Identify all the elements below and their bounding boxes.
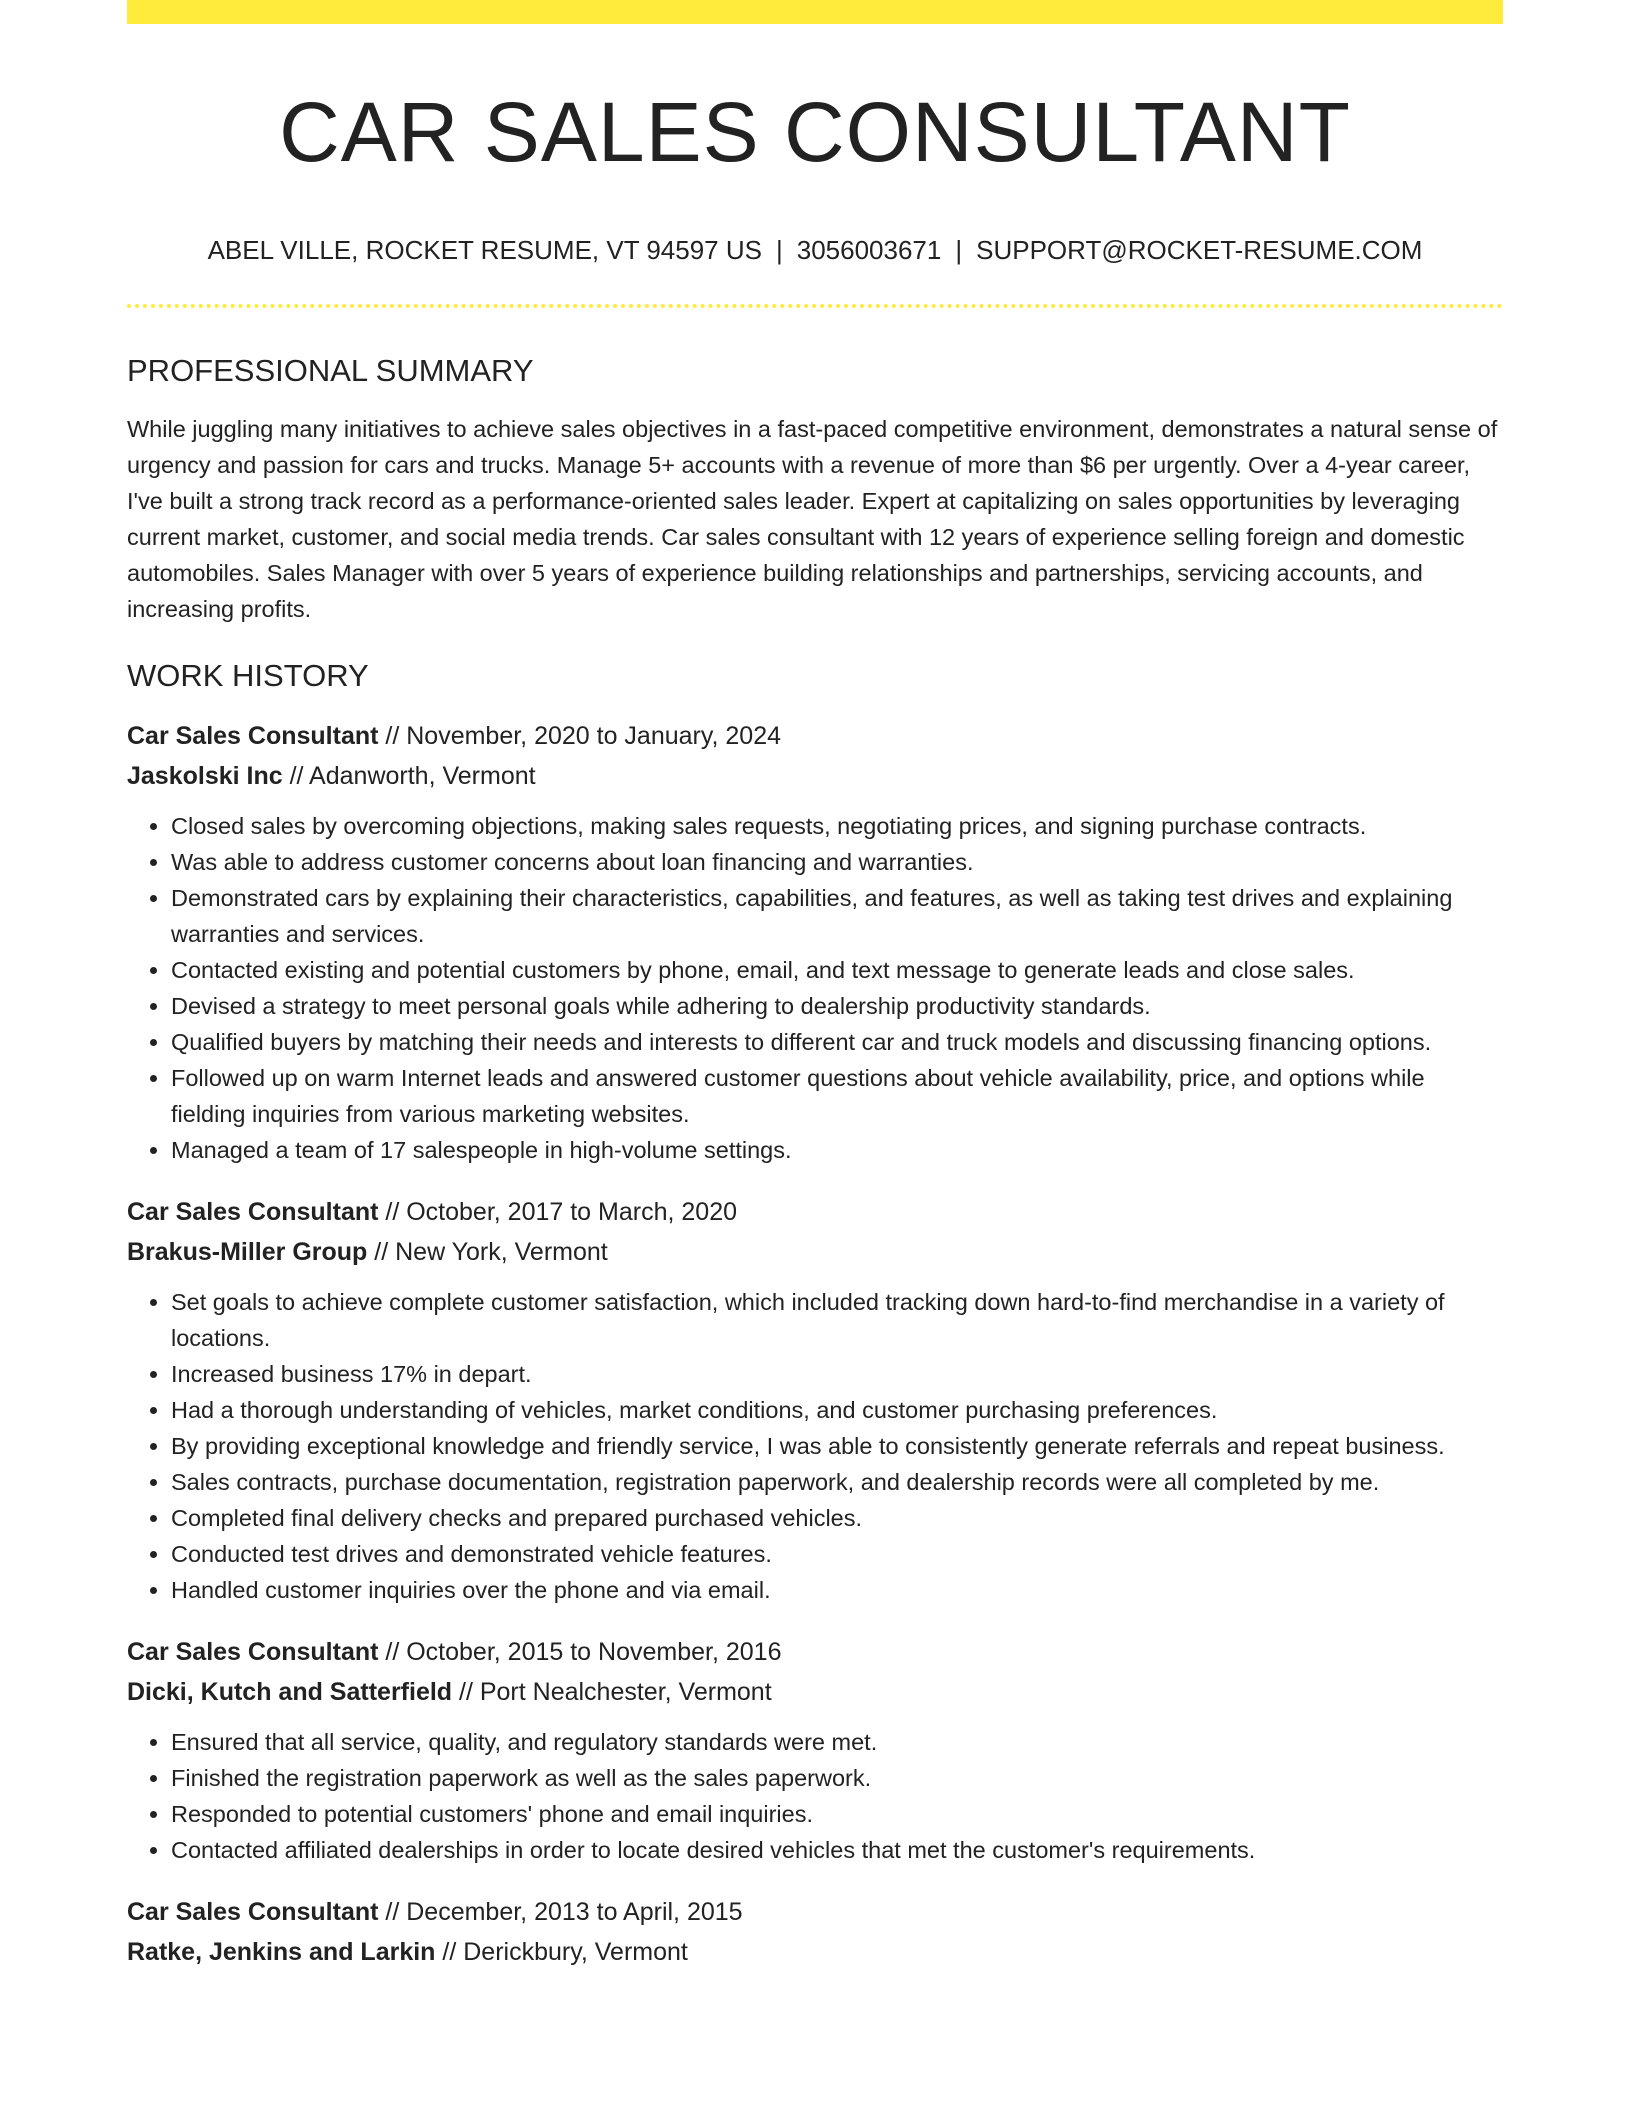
job-bullet: • Completed final delivery checks and prepared purchased vehicles. — [171, 1500, 1503, 1536]
job-bullet: • Followed up on warm Internet leads and answered customer questions about vehicle availability, price, and options while fielding inquiries from various marketing websites. — [171, 1060, 1503, 1132]
work-history-list — [127, 716, 1503, 1972]
job-bullet: • Handled customer inquiries over the phone and via email. — [171, 1572, 1503, 1608]
job-company: Jaskolski Inc — [127, 762, 283, 791]
contact-separator: | — [775, 234, 783, 265]
job-bullet: • Contacted affiliated dealerships in order to locate desired vehicles that met the customer's requirements. — [171, 1832, 1503, 1868]
job-role: Car Sales Consultant — [127, 1898, 379, 1927]
job-bullet: • Ensured that all service, quality, and regulatory standards were met. — [171, 1724, 1503, 1760]
top-accent-bar — [127, 0, 1503, 24]
resume-page — [127, 0, 1503, 1972]
job-bullet: • Was able to address customer concerns about loan financing and warranties. — [171, 844, 1503, 880]
job-company-line — [127, 756, 1503, 796]
contact-address: ABEL VILLE, ROCKET RESUME, VT 94597 US — [207, 234, 762, 265]
job-bullet: • Finished the registration paperwork as well as the sales paperwork. — [171, 1760, 1503, 1796]
job-entry — [127, 716, 1503, 1168]
job-bullet: • By providing exceptional knowledge and friendly service, I was able to consistently generate referrals and repeat business. — [171, 1428, 1503, 1464]
job-bullet: • Responded to potential customers' phone and email inquiries. — [171, 1796, 1503, 1832]
job-company-line — [127, 1232, 1503, 1272]
resume-title: CAR SALES CONSULTANT — [279, 85, 1351, 179]
contact-phone: 3056003671 — [796, 234, 942, 265]
summary-heading: PROFESSIONAL SUMMARY — [127, 352, 534, 388]
job-bullet: • Closed sales by overcoming objections, making sales requests, negotiating prices, and signing purchase contracts. — [171, 808, 1503, 844]
job-company: Dicki, Kutch and Satterfield — [127, 1678, 453, 1707]
job-entry — [127, 1892, 1503, 1972]
job-bullet: • Managed a team of 17 salespeople in high-volume settings. — [171, 1132, 1503, 1168]
job-location: // Port Nealchester, Vermont — [452, 1678, 772, 1707]
job-bullet-list — [127, 808, 1503, 1168]
job-title-line — [127, 716, 1503, 756]
job-dates: // November, 2020 to January, 2024 — [378, 722, 782, 751]
job-role: Car Sales Consultant — [127, 722, 379, 751]
job-location: // Derickbury, Vermont — [435, 1938, 688, 1967]
job-location: // New York, Vermont — [367, 1238, 608, 1267]
job-title-line — [127, 1192, 1503, 1232]
job-company: Ratke, Jenkins and Larkin — [127, 1938, 436, 1967]
contact-email: SUPPORT@ROCKET-RESUME.COM — [976, 234, 1423, 265]
contact-line — [127, 235, 1503, 266]
job-entry — [127, 1632, 1503, 1868]
job-bullet: • Contacted existing and potential customers by phone, email, and text message to generate leads and close sales. — [171, 952, 1503, 988]
job-role: Car Sales Consultant — [127, 1198, 379, 1227]
job-location: // Adanworth, Vermont — [282, 762, 536, 791]
contact-separator: | — [955, 234, 963, 265]
job-bullet: • Conducted test drives and demonstrated vehicle features. — [171, 1536, 1503, 1572]
job-company: Brakus-Miller Group — [127, 1238, 368, 1267]
job-dates: // October, 2015 to November, 2016 — [378, 1638, 782, 1667]
job-bullet: • Sales contracts, purchase documentation, registration paperwork, and dealership records were all completed by me. — [171, 1464, 1503, 1500]
job-bullet: • Qualified buyers by matching their needs and interests to different car and truck models and discussing financing options. — [171, 1024, 1503, 1060]
job-bullet: • Devised a strategy to meet personal goals while adhering to dealership productivity standards. — [171, 988, 1503, 1024]
job-bullet: • Increased business 17% in depart. — [171, 1356, 1503, 1392]
work-history-heading: WORK HISTORY — [127, 658, 369, 694]
job-bullet-list — [127, 1724, 1503, 1868]
job-dates: // December, 2013 to April, 2015 — [378, 1898, 743, 1927]
job-bullet-list — [127, 1284, 1503, 1608]
job-bullet: • Had a thorough understanding of vehicles, market conditions, and customer purchasing preferences. — [171, 1392, 1503, 1428]
job-bullet: • Demonstrated cars by explaining their characteristics, capabilities, and features, as well as taking test drives and explaining warranties and services. — [171, 880, 1503, 952]
job-entry — [127, 1192, 1503, 1608]
job-company-line — [127, 1932, 1503, 1972]
job-title-line — [127, 1632, 1503, 1672]
summary-text: While juggling many initiatives to achieve sales objectives in a fast-paced competitive environment, demonstrates a natural sense of urgency and passion for cars and trucks. Manage 5+ accounts with a revenue of more than $6 per urgently. Over a 4-year career, I've built a strong track record as a performance-oriented sales leader. Expert at capitalizing on sales opportunities by leveraging current market, customer, and social media trends. Car sales consultant with 12 years of experience selling foreign and domestic automobiles. Sales Manager with over 5 years of experience building relationships and partnerships, servicing accounts, and increasing profits. — [127, 416, 1498, 623]
job-bullet: • Set goals to achieve complete customer satisfaction, which included tracking down hard-to-find merchandise in a variety of locations. — [171, 1284, 1503, 1356]
job-company-line — [127, 1672, 1503, 1712]
job-role: Car Sales Consultant — [127, 1638, 379, 1667]
job-title-line — [127, 1892, 1503, 1932]
dotted-divider — [127, 304, 1503, 308]
job-dates: // October, 2017 to March, 2020 — [378, 1198, 737, 1227]
